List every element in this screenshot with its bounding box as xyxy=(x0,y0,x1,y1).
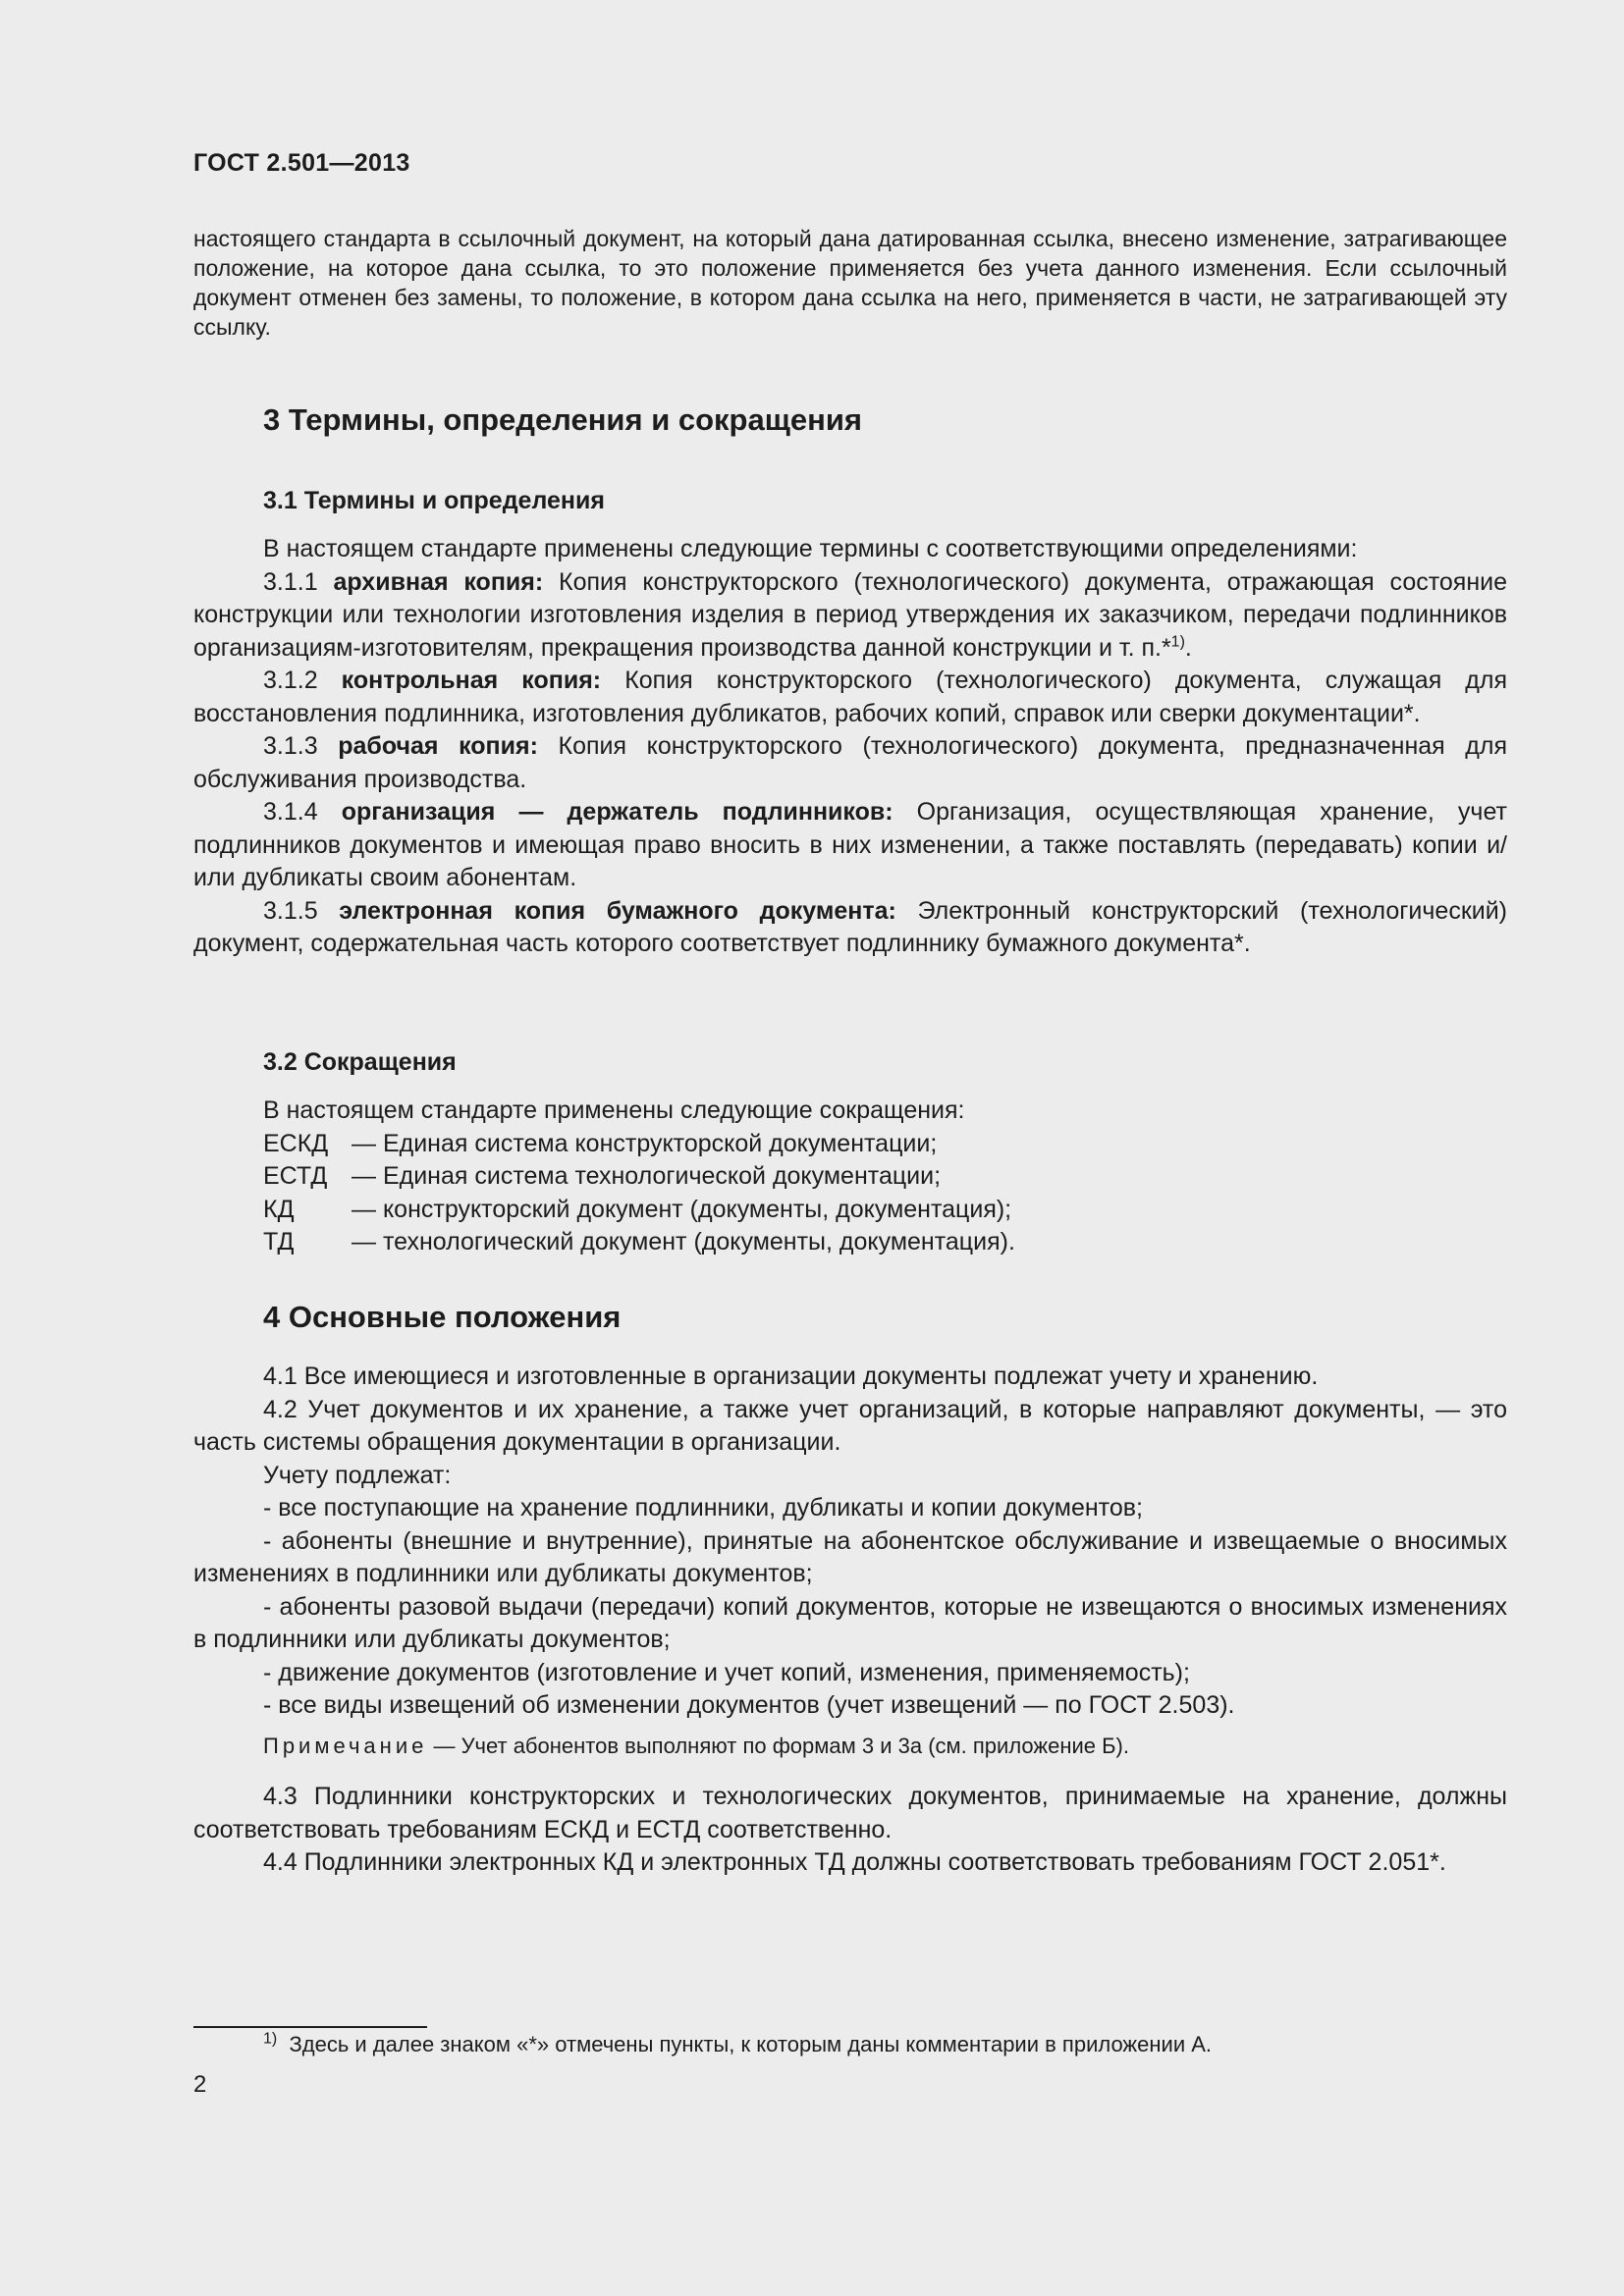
term-definition: Копия конструкторского (технологического) документа, предназначенная для обслуживания производства. xyxy=(193,732,1508,793)
footnote-mark: 1) xyxy=(263,2030,278,2048)
term-definition: Организация, осуществляющая хранение, учет подлинников документов и имеющая право вносить в них изменении, а также поставлять (передавать) копии и/или дубликаты своим абонентам. xyxy=(193,798,1507,891)
section-4-body-continued xyxy=(193,1781,1507,1880)
term-item xyxy=(193,796,1507,895)
term-number: 3.1.5 xyxy=(263,896,318,925)
footnote-divider xyxy=(193,2026,427,2028)
term-name: архивная копия: xyxy=(333,567,544,596)
intro-paragraph: настоящего стандарта в ссылочный документ, на который дана датированная ссылка, внесено изменение, затрагивающее положение, на которое дана ссылка, то это положение применяется без учета данного изменения. Если ссылочный документ отменен без замены, то положение, в котором дана ссылка на него, применяется в части, не затрагивающей эту ссылку. xyxy=(193,226,1507,340)
footnote-ref: 1) xyxy=(1170,633,1185,651)
abbreviation-code: ТД xyxy=(263,1228,295,1255)
term-number: 3.1.3 xyxy=(263,732,318,760)
term-definition-tail: . xyxy=(1184,633,1192,662)
section-4-body xyxy=(193,1361,1507,1723)
clause-4-4: 4.4 Подлинники электронных КД и электронных ТД должны соответствовать требованиям ГОСТ 2.051*. xyxy=(263,1848,1446,1876)
list-item: - все виды извещений об изменении документов (учет извещений — по ГОСТ 2.503). xyxy=(263,1691,1235,1719)
term-number: 3.1.4 xyxy=(263,798,318,826)
terms-lead: В настоящем стандарте применены следующие термины с соответствующими определениями: xyxy=(263,535,1358,562)
term-name: рабочая копия: xyxy=(338,732,538,760)
term-item xyxy=(193,665,1507,730)
clause-4-3: 4.3 Подлинники конструкторских и технологических документов, принимаемые на хранение, должны соответствовать требованиям ЕСКД и ЕСТД соответственно. xyxy=(193,1783,1507,1843)
list-item: - абоненты разовой выдачи (передачи) копий документов, которые не извещаются о вносимых изменениях в подлинники или дубликаты документов; xyxy=(193,1592,1507,1653)
term-name: контрольная копия: xyxy=(341,667,602,694)
abbreviation-text: — Единая система технологической документации; xyxy=(352,1162,942,1190)
term-item xyxy=(193,895,1507,961)
note-label: Примечание xyxy=(263,1734,428,1758)
list-item: - движение документов (изготовление и учет копий, изменения, применяемость); xyxy=(263,1658,1190,1686)
abbreviation-text: — технологический документ (документы, документация). xyxy=(352,1228,1015,1255)
section-3-2-title: 3.2 Сокращения xyxy=(263,1048,457,1076)
list-item: - абоненты (внешние и внутренние), принятые на абонентское обслуживание и извещаемые о вносимых изменениях в подлинники или дубликаты документов; xyxy=(193,1526,1507,1587)
section-4-title: 4 Основные положения xyxy=(263,1300,622,1334)
abbreviation-code: ЕСКД xyxy=(263,1129,329,1157)
abbreviation-text: — конструкторский документ (документы, документация); xyxy=(352,1195,1012,1223)
term-definition: Электронный конструкторский (технологический) документ, содержательная часть которого соответствует подлиннику бумажного документа*. xyxy=(193,896,1508,957)
abbreviation-row xyxy=(193,1226,1507,1259)
page-number: 2 xyxy=(193,2071,207,2098)
term-number: 3.1.2 xyxy=(263,667,318,694)
abbreviation-code: ЕСТД xyxy=(263,1162,328,1190)
term-definition: Копия конструкторского (технологического) документа, служащая для восстановления подлинника, изготовления дубликатов, рабочих копий, справок или сверки документации*. xyxy=(193,667,1508,727)
term-name: электронная копия бумажного документа: xyxy=(339,896,896,925)
term-item xyxy=(193,566,1507,666)
section-3-1-title: 3.1 Термины и определения xyxy=(263,487,605,514)
clause-4-1: 4.1 Все имеющиеся и изготовленные в организации документы подлежат учету и хранению. xyxy=(263,1362,1319,1390)
abbreviations-block xyxy=(193,1095,1507,1259)
abbreviation-code: КД xyxy=(263,1195,295,1223)
term-name: организация — держатель подлинников: xyxy=(341,798,893,826)
abbreviation-text: — Единая система конструкторской документации; xyxy=(352,1129,938,1157)
terms-block xyxy=(193,533,1507,961)
term-definition: Копия конструкторского (технологического) документа, отражающая состояние конструкции или технологии изготовления изделия в период утверждения их заказчиком, передачи подлинников организациям-изготовителям, прекращения производства данной конструкции и т. п.* xyxy=(193,567,1508,662)
abbreviation-row xyxy=(193,1194,1507,1227)
accounting-lead: Учету подлежат: xyxy=(263,1461,452,1489)
abbreviation-row xyxy=(193,1160,1507,1194)
note xyxy=(263,1734,1129,1759)
term-number: 3.1.1 xyxy=(263,567,318,596)
clause-4-2: 4.2 Учет документов и их хранение, а также учет организаций, в которые направляют документы, — это часть системы обращения документации в организации. xyxy=(193,1395,1507,1456)
note-text: — Учет абонентов выполняют по формам 3 и 3а (см. приложение Б). xyxy=(427,1734,1129,1758)
footnote xyxy=(263,2032,1212,2057)
list-item: - все поступающие на хранение подлинники, дубликаты и копии документов; xyxy=(263,1494,1143,1522)
section-3-title: 3 Термины, определения и сокращения xyxy=(263,402,862,437)
document-header-code: ГОСТ 2.501—2013 xyxy=(193,149,410,177)
abbreviations-lead: В настоящем стандарте применены следующие сокращения: xyxy=(263,1096,965,1124)
footnote-text: Здесь и далее знаком «*» отмечены пункты, к которым даны комментарии в приложении А. xyxy=(289,2032,1213,2056)
abbreviation-row xyxy=(193,1128,1507,1161)
term-item xyxy=(193,730,1507,796)
